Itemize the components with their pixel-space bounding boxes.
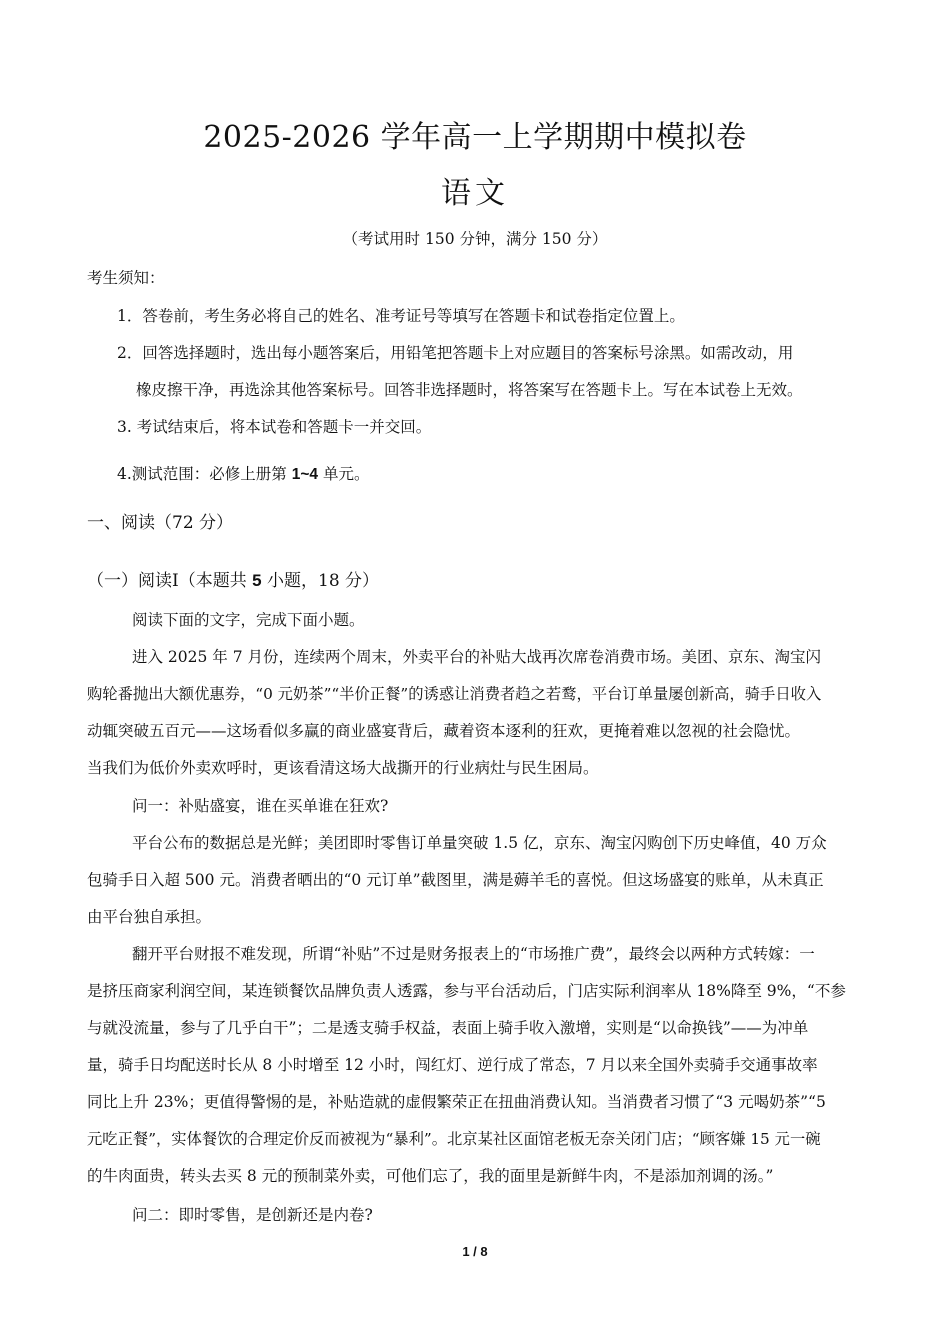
passage-line: 平台公布的数据总是光鲜；美团即时零售订单量突破 1.5 亿，京东、淘宝闪购创下历史峰值，40 万众	[132, 834, 827, 852]
passage-line: 阅读下面的文字，完成下面小题。	[132, 611, 365, 629]
passage-line: 当我们为低价外卖欢呼时，更该看清这场大战撕开的行业病灶与民生困局。	[87, 759, 599, 777]
passage-line: 与就没流量，参与了几乎白干”；二是透支骑手权益，表面上骑手收入激增，实则是“以命换钱”——为冲单	[87, 1019, 809, 1037]
passage-line: 购轮番抛出大额优惠券，“0 元奶茶”“半价正餐”的诱惑让消费者趋之若鹜，平台订单量屡创新高，骑手日收入	[87, 685, 822, 703]
page-number: 1 / 8	[462, 1244, 488, 1259]
notice-item-3: 3. 考试结束后，将本试卷和答题卡一并交回。	[117, 418, 432, 436]
notice-item-2-line-1: 2．回答选择题时，选出每小题答案后，用铅笔把答题卡上对应题目的答案标号涂黑。如需改动，用	[117, 344, 794, 362]
passage-line: 包骑手日入超 500 元。消费者晒出的“0 元订单”截图里，满是薅羊毛的喜悦。但这场盛宴的账单，从未真正	[87, 871, 824, 889]
passage-line: 翻开平台财报不难发现，所谓“补贴”不过是财务报表上的“市场推广费”，最终会以两种方式转嫁：一	[132, 945, 815, 963]
passage-line: 元吃正餐”，实体餐饮的合理定价反而被视为“暴利”。北京某社区面馆老板无奈关闭门店；“顾客嫌 15 元一碗	[87, 1130, 821, 1148]
notice-heading: 考生须知：	[87, 269, 165, 287]
passage-question-heading: 问二：即时零售，是创新还是内卷?	[132, 1206, 373, 1224]
section-heading: 一、阅读（72 分）	[87, 513, 234, 533]
notice-item-4-suffix: 单元。	[318, 465, 370, 483]
notice-item-4-prefix: 4.测试范围：必修上册第	[117, 465, 292, 483]
passage-line: 同比上升 23%；更值得警惕的是，补贴造就的虚假繁荣正在扭曲消费认知。当消费者习惯了“3 元喝奶茶”“5	[87, 1093, 826, 1111]
notice-item-1: 1．答卷前，考生务必将自己的姓名、准考证号等填写在答题卡和试卷指定位置上。	[117, 307, 685, 325]
passage-line: 由平台独自承担。	[87, 908, 212, 926]
passage-line: 进入 2025 年 7 月份，连续两个周末，外卖平台的补贴大战再次席卷消费市场。美团、京东、淘宝闪	[132, 648, 822, 666]
notice-item-4	[117, 462, 369, 484]
subsection-count: 5	[252, 571, 262, 590]
subject-title: 语文	[441, 176, 509, 211]
passage-line: 的牛肉面贵，转头去买 8 元的预制菜外卖，可他们忘了，我的面里是新鲜牛肉，不是添加剂调的汤。”	[87, 1167, 774, 1185]
exam-info: （考试用时 150 分钟，满分 150 分）	[342, 230, 608, 248]
passage-question-heading: 问一：补贴盛宴，谁在买单谁在狂欢?	[132, 797, 389, 815]
notice-item-2-line-2: 橡皮擦干净，再选涂其他答案标号。回答非选择题时，将答案写在答题卡上。写在本试卷上无效。	[136, 381, 803, 399]
page-title: 2025-2026 学年高一上学期期中模拟卷	[203, 120, 747, 155]
passage-line: 是挤压商家利润空间，某连锁餐饮品牌负责人透露，参与平台活动后，门店实际利润率从 18%降至 9%，“不参	[87, 982, 846, 1000]
subsection-suffix: 小题，18 分）	[261, 571, 380, 591]
passage-line: 动辄突破五百元——这场看似多赢的商业盛宴背后，藏着资本逐利的狂欢，更掩着难以忽视的社会隐忧。	[87, 722, 801, 740]
passage-line: 量，骑手日均配送时长从 8 小时增至 12 小时，闯红灯、逆行成了常态，7 月以来全国外卖骑手交通事故率	[87, 1056, 818, 1074]
notice-item-4-range: 1~4	[291, 466, 319, 483]
subsection-prefix: （一）阅读Ⅰ（本题共	[87, 571, 253, 591]
subsection-heading	[87, 566, 379, 591]
